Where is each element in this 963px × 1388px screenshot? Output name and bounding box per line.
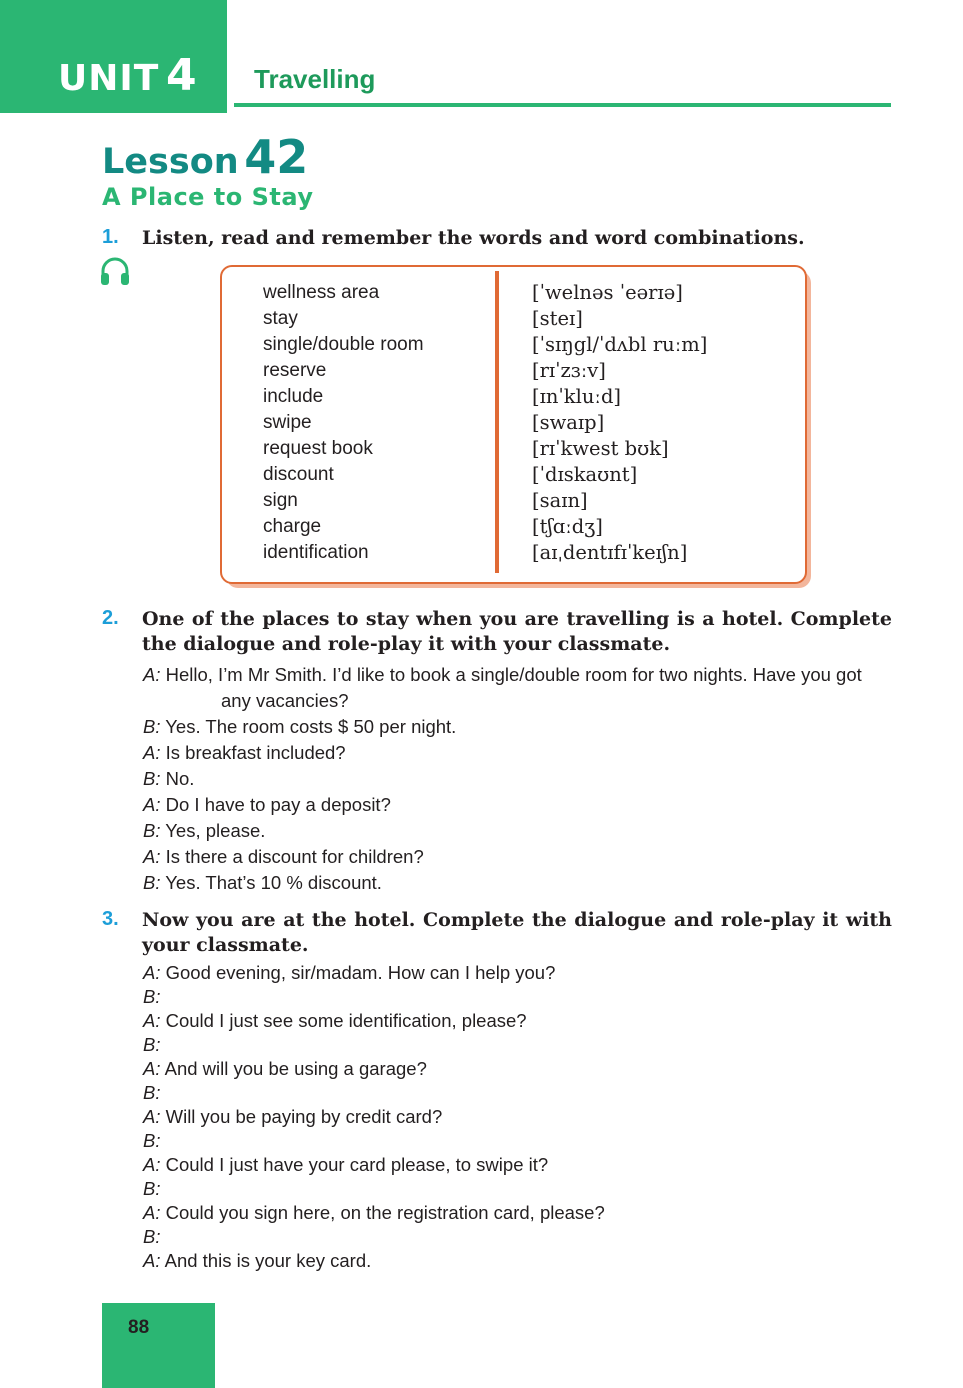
dialogue-line (143, 818, 891, 844)
dialogue-text: Could you sign here, on the registration card, please? (160, 1202, 605, 1223)
dialogue-line (143, 792, 891, 818)
speaker-label: B: (143, 1130, 161, 1151)
lesson-title (102, 130, 308, 184)
vocab-divider (495, 271, 499, 573)
dialogue-line (143, 961, 891, 985)
dialogue-text: Yes, please. (160, 820, 266, 841)
vocab-transcription: [steɪ] (532, 307, 583, 330)
dialogue-line (143, 1033, 891, 1057)
dialogue-text: And will you be using a garage? (160, 1058, 427, 1079)
task-number: 2. (102, 607, 119, 629)
vocab-transcription: [rɪˈkwest bʊk] (532, 437, 669, 460)
dialogue-text: Will you be paying by credit card? (160, 1106, 443, 1127)
vocab-word: charge (263, 516, 322, 537)
task-number: 3. (102, 908, 119, 930)
dialogue-line (143, 1081, 891, 1105)
vocab-word: single/double room (263, 334, 424, 355)
vocab-transcription: [tʃɑːdʒ] (532, 515, 603, 538)
dialogue-line (143, 1105, 891, 1129)
dialogue-line (143, 740, 891, 766)
vocab-word: discount (263, 464, 334, 485)
dialogue-text: Is breakfast included? (160, 742, 346, 763)
dialogue-line (143, 1057, 891, 1081)
dialogue-task-2 (143, 662, 891, 896)
lesson-number: 42 (244, 130, 309, 184)
vocab-transcription: [ˈdɪskaʊnt] (532, 463, 638, 486)
vocab-word: request book (263, 438, 373, 459)
dialogue-text: Yes. That’s 10 % discount. (160, 872, 382, 893)
page-number-box (102, 1303, 215, 1388)
speaker-label: A: (143, 1010, 161, 1031)
speaker-label: A: (143, 962, 161, 983)
speaker-label: B: (143, 1034, 161, 1055)
speaker-label: B: (143, 716, 161, 737)
dialogue-text: Could I just have your card please, to swipe it? (160, 1154, 549, 1175)
dialogue-line (143, 1153, 891, 1177)
dialogue-text: Yes. The room costs $ 50 per night. (160, 716, 457, 737)
unit-label: UNIT (58, 58, 160, 99)
task-2-heading (102, 607, 892, 659)
vocab-word: swipe (263, 412, 312, 433)
vocab-word: identification (263, 542, 369, 563)
vocab-word: wellness area (263, 282, 380, 303)
dialogue-text: Do I have to pay a deposit? (160, 794, 391, 815)
speaker-label: A: (143, 846, 161, 867)
task-number: 1. (102, 226, 119, 248)
vocab-transcription: [aɪˌdentɪfɪˈkeɪʃn] (532, 541, 688, 564)
speaker-label: A: (143, 1154, 161, 1175)
vocab-word: stay (263, 308, 298, 329)
speaker-label: B: (143, 1082, 161, 1103)
headphones-icon[interactable] (99, 256, 131, 288)
vocab-transcription: [ˈsɪŋgl/ˈdʌbl ruːm] (532, 333, 708, 356)
speaker-label: A: (143, 1106, 161, 1127)
dialogue-line (143, 985, 891, 1009)
speaker-label: B: (143, 986, 161, 1007)
task-instruction: One of the places to stay when you are travelling is a hotel. Complete the dialogue and role-play it with your classmate. (142, 608, 892, 655)
vocab-transcription: [rɪˈzɜːv] (532, 359, 606, 382)
dialogue-line (143, 1225, 891, 1249)
vocab-word: reserve (263, 360, 327, 381)
page-number: 88 (128, 1317, 150, 1338)
dialogue-text: Good evening, sir/madam. How can I help you? (160, 962, 556, 983)
speaker-label: A: (143, 1250, 161, 1271)
vocab-word-list (263, 280, 424, 566)
speaker-label: A: (143, 664, 161, 685)
unit-number: 4 (166, 50, 197, 101)
vocab-transcription: [swaɪp] (532, 411, 605, 434)
dialogue-line (143, 1201, 891, 1225)
task-instruction: Now you are at the hotel. Complete the dialogue and role-play it with your classmate. (142, 909, 892, 956)
vocab-word: include (263, 386, 324, 407)
task-instruction: Listen, read and remember the words and word combinations. (142, 227, 805, 249)
speaker-label: B: (143, 1226, 161, 1247)
dialogue-line (143, 1129, 891, 1153)
dialogue-text: Could I just see some identification, please? (160, 1010, 527, 1031)
speaker-label: B: (143, 768, 161, 789)
unit-banner (0, 0, 227, 113)
vocab-transcription: [ˈwelnəs ˈeərɪə] (532, 281, 683, 304)
dialogue-line (143, 844, 891, 870)
speaker-label: B: (143, 1178, 161, 1199)
vocab-transcription-list (532, 280, 707, 566)
speaker-label: A: (143, 794, 161, 815)
vocab-transcription: [saɪn] (532, 489, 588, 512)
speaker-label: B: (143, 820, 161, 841)
speaker-label: A: (143, 742, 161, 763)
dialogue-task-3 (143, 961, 891, 1273)
speaker-label: B: (143, 872, 161, 893)
lesson-subtitle: A Place to Stay (102, 183, 314, 211)
speaker-label: A: (143, 1058, 161, 1079)
vocab-transcription: [ɪnˈkluːd] (532, 385, 622, 408)
lesson-label: Lesson (102, 142, 239, 182)
dialogue-line (143, 870, 891, 896)
task-1-heading (102, 226, 892, 256)
dialogue-text: Hello, I’m Mr Smith. I’d like to book a single/double room for two nights. Have you got any vacancies? (160, 664, 862, 711)
section-divider (234, 103, 891, 107)
dialogue-line (143, 766, 891, 792)
dialogue-text: Is there a discount for children? (160, 846, 424, 867)
task-3-heading (102, 908, 892, 960)
dialogue-text: And this is your key card. (160, 1250, 372, 1271)
dialogue-line (143, 662, 891, 714)
dialogue-line (143, 1249, 891, 1273)
speaker-label: A: (143, 1202, 161, 1223)
dialogue-line (143, 1009, 891, 1033)
dialogue-line (143, 714, 891, 740)
dialogue-text: No. (160, 768, 195, 789)
section-title: Travelling (254, 64, 376, 94)
vocab-word: sign (263, 490, 298, 511)
dialogue-line (143, 1177, 891, 1201)
